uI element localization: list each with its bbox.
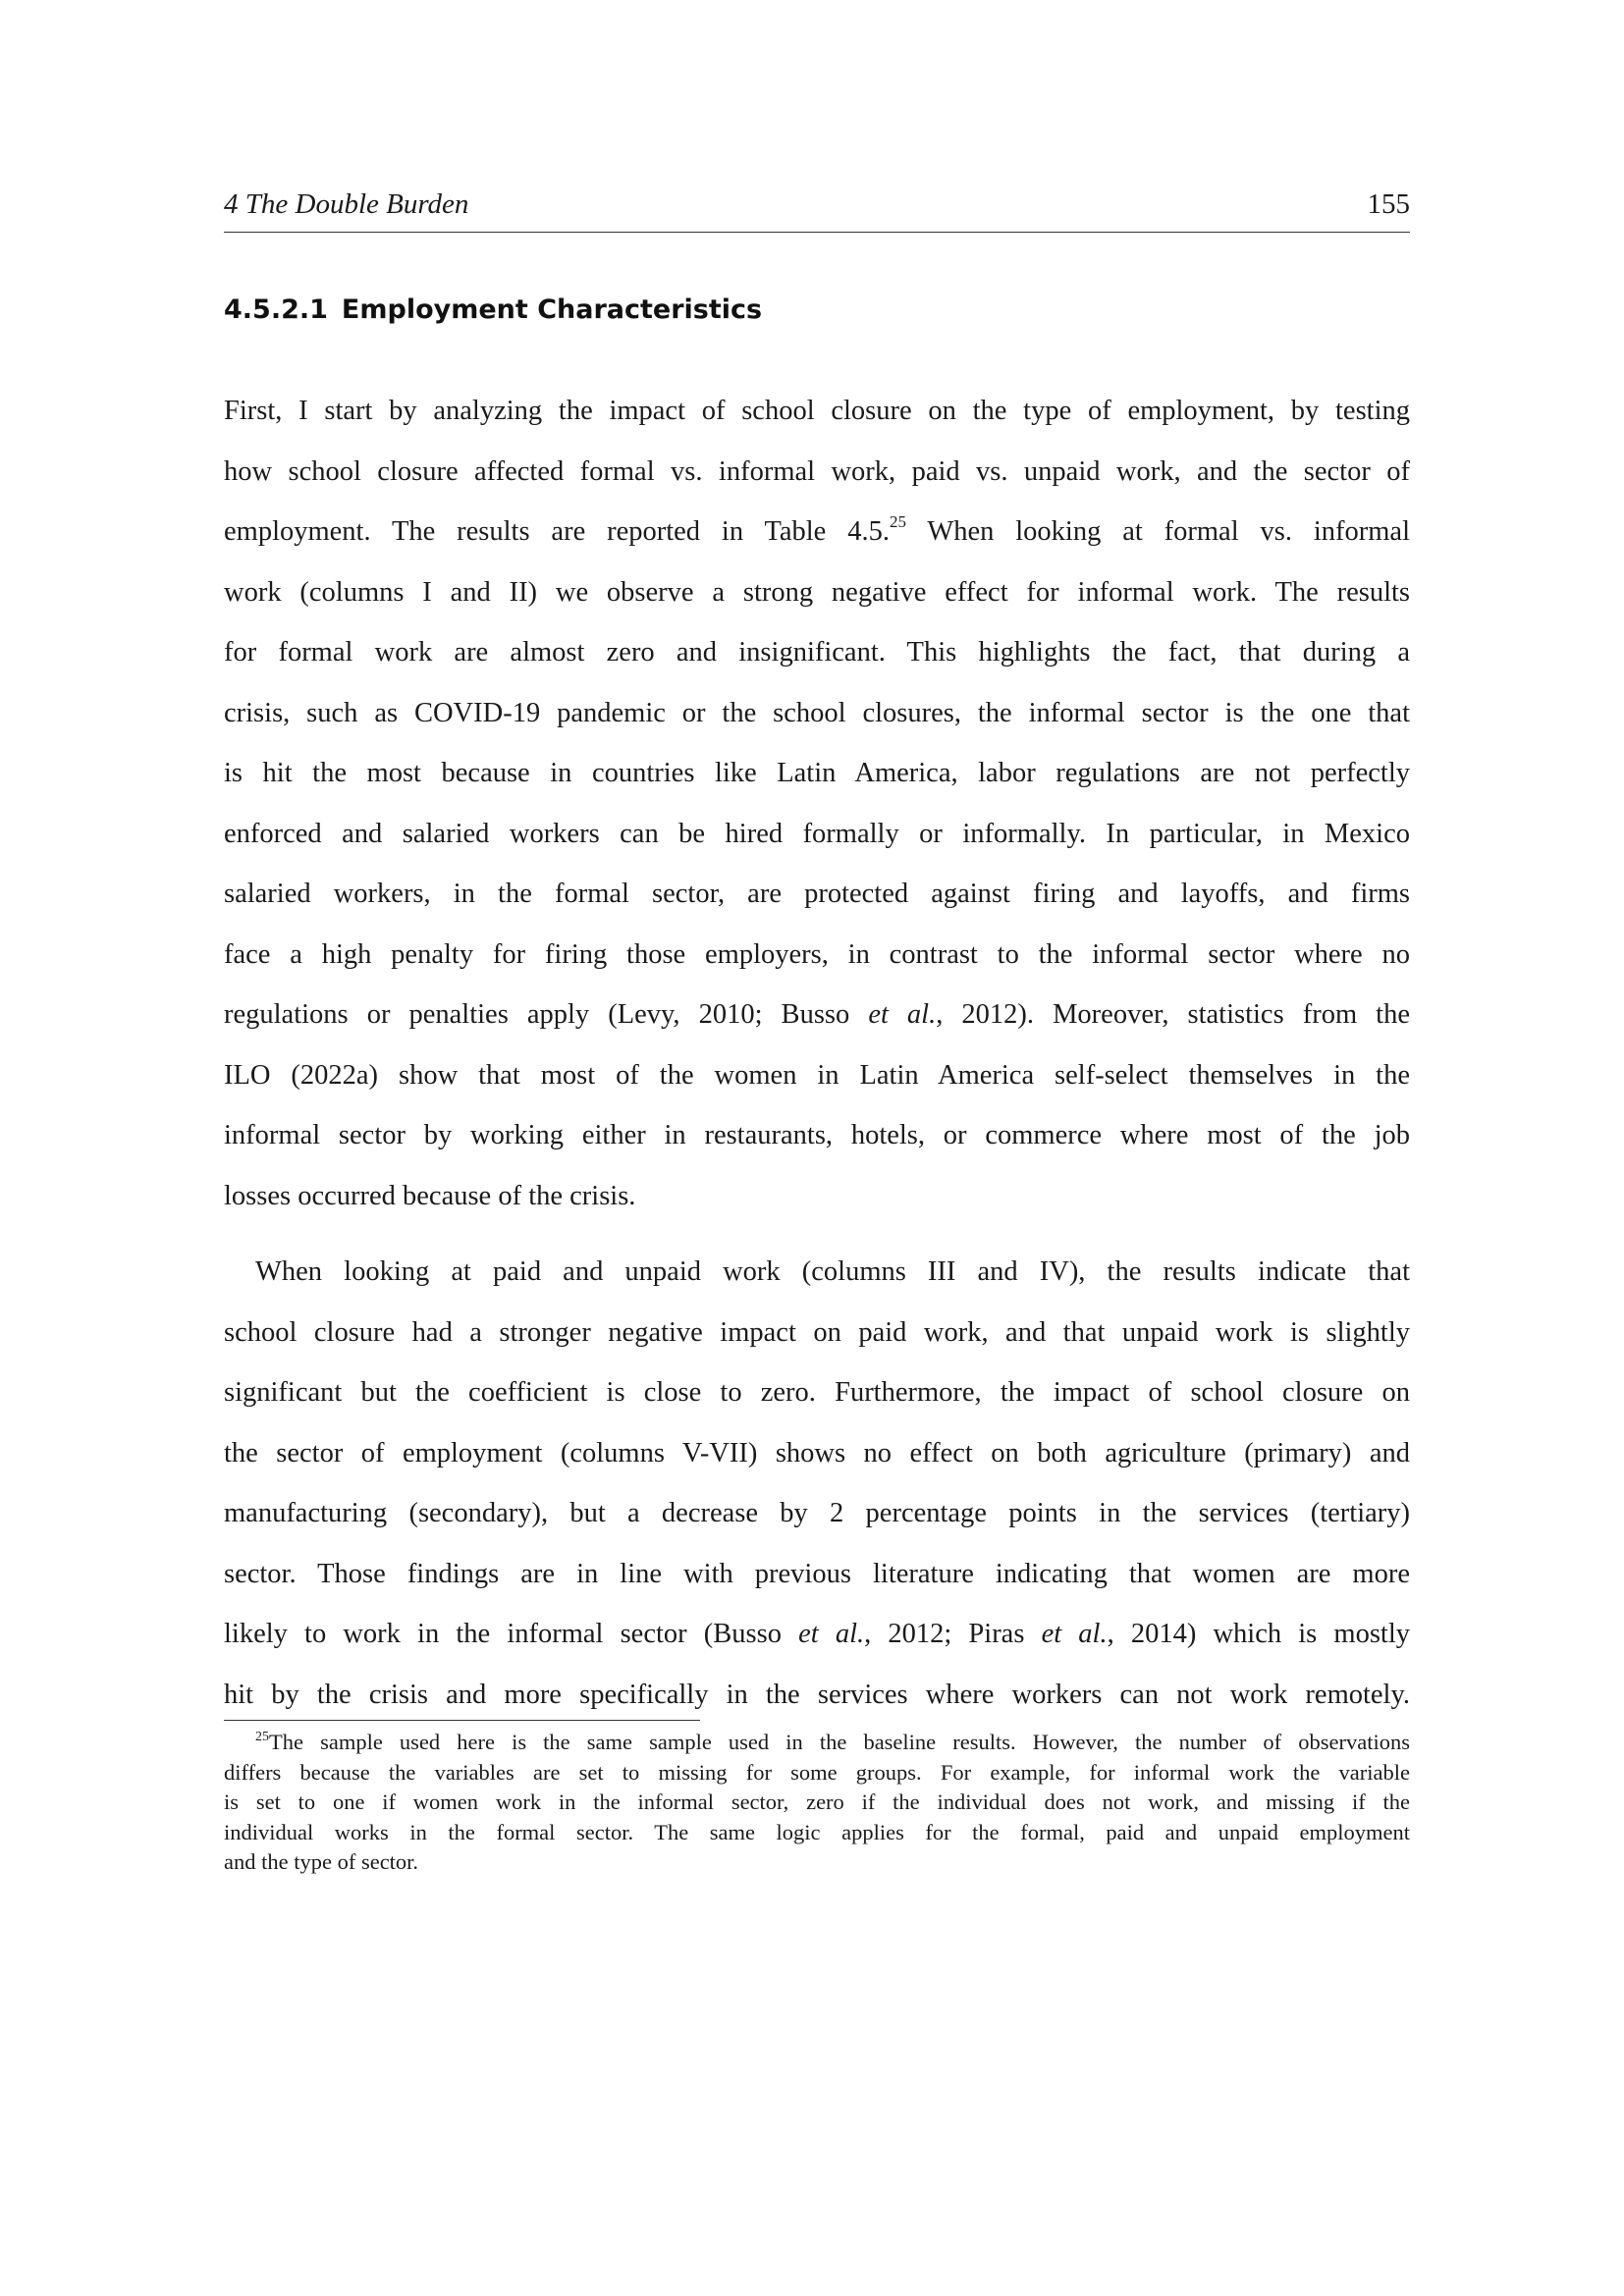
text-line: First, I start by analyzing the impact of school closure on the type of employment, by testing	[224, 396, 1410, 426]
footnote-line: and the type of sector.	[224, 1849, 419, 1874]
footnote	[224, 1728, 1410, 1878]
text-line: significant but the coefficient is close to zero. Furthermore, the impact of school closure on	[224, 1377, 1410, 1408]
footnote-line: is set to one if women work in the informal sector, zero if the individual does not work, and missing if the	[224, 1789, 1410, 1814]
page-number: 155	[1367, 188, 1410, 220]
text-line: informal sector by working either in restaurants, hotels, or commerce where most of the job	[224, 1120, 1410, 1150]
text-span: likely to work in the informal sector (Busso	[224, 1619, 799, 1649]
text-line	[224, 1604, 1410, 1665]
text-line: is hit the most because in countries like Latin America, labor regulations are not perfectly	[224, 758, 1410, 788]
text-line: work (columns I and II) we observe a strong negative effect for informal work. The results	[224, 576, 1410, 608]
text-span: , 2012). Moreover, statistics from the	[936, 999, 1410, 1030]
text-line: sector. Those findings are in line with previous literature indicating that women are more	[224, 1558, 1410, 1589]
running-header	[224, 188, 1410, 233]
section-heading	[224, 294, 762, 325]
text-span: employment. The results are reported in Table 4.5.	[224, 516, 890, 547]
section-number: 4.5.2.1	[224, 294, 328, 325]
footnote-reference[interactable]: 25	[889, 512, 906, 531]
text-line: for formal work are almost zero and insignificant. This highlights the fact, that during a	[224, 637, 1410, 667]
document-page	[224, 0, 1410, 2296]
footnote-line: individual works in the formal sector. The same logic applies for the formal, paid and unpaid employment	[224, 1819, 1410, 1844]
text-span: , 2014) which is mostly	[1107, 1619, 1410, 1649]
text-line: how school closure affected formal vs. informal work, paid vs. unpaid work, and the sector of	[224, 455, 1410, 487]
text-line: ILO (2022a) show that most of the women in Latin America self-select themselves in the	[224, 1059, 1410, 1091]
text-line: the sector of employment (columns V-VII) shows no effect on both agriculture (primary) and	[224, 1437, 1410, 1468]
text-span: When looking at formal vs. informal	[905, 516, 1410, 547]
text-line: salaried workers, in the formal sector, are protected against firing and layoffs, and firms	[224, 879, 1410, 909]
paragraph-2	[224, 1242, 1410, 1725]
footnote-line: differs because the variables are set to missing for some groups. For example, for informal work the variable	[224, 1759, 1410, 1785]
text-line: hit by the crisis and more specifically in the services where workers can not work remotely.	[224, 1679, 1410, 1710]
citation-etal: et al.	[868, 999, 937, 1030]
text-line	[224, 502, 1410, 562]
body-text	[224, 381, 1410, 1725]
text-line: When looking at paid and unpaid work (columns III and IV), the results indicate that	[255, 1256, 1410, 1287]
text-line: manufacturing (secondary), but a decrease by 2 percentage points in the services (tertiary)	[224, 1498, 1410, 1528]
text-line: school closure had a stronger negative impact on paid work, and that unpaid work is slightly	[224, 1316, 1410, 1348]
text-line: losses occurred because of the crisis.	[224, 1180, 636, 1211]
paragraph-1	[224, 381, 1410, 1226]
text-span: , 2012; Piras	[864, 1619, 1042, 1649]
text-line: enforced and salaried workers can be hired formally or informally. In particular, in Mexico	[224, 818, 1410, 849]
footnote-divider	[224, 1720, 700, 1721]
footnote-marker: 25	[255, 1730, 269, 1744]
text-line: crisis, such as COVID-19 pandemic or the school closures, the informal sector is the one that	[224, 697, 1410, 728]
text-line: face a high penalty for firing those employers, in contrast to the informal sector where no	[224, 938, 1410, 970]
citation-etal: et al.	[798, 1619, 865, 1649]
text-span: The sample used here is the same sample used in the baseline results. However, the number of observations	[269, 1730, 1410, 1754]
text-line	[224, 985, 1410, 1045]
citation-etal: et al.	[1041, 1619, 1108, 1649]
text-span: regulations or penalties apply (Levy, 2010; Busso	[224, 999, 869, 1030]
section-title-text: Employment Characteristics	[341, 294, 763, 325]
chapter-title: 4 The Double Burden	[224, 188, 469, 220]
footnote-line	[224, 1728, 1410, 1758]
